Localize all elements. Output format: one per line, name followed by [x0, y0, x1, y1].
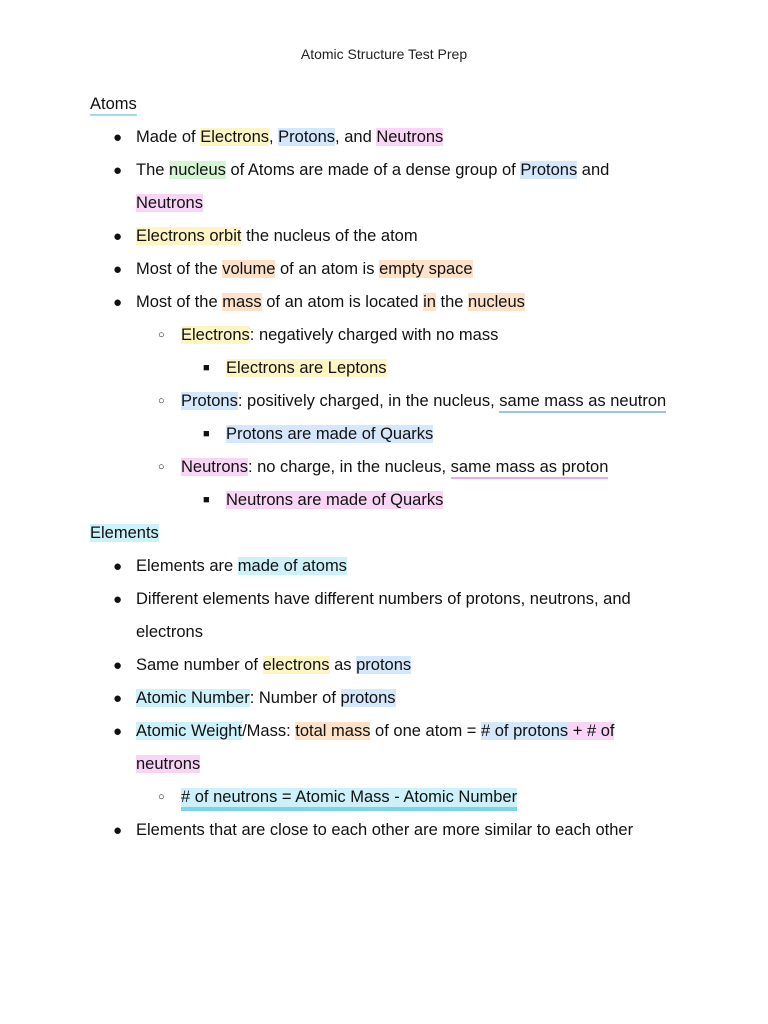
heading-elements	[90, 517, 159, 550]
list-item	[113, 154, 610, 187]
highlight-volume: volume	[222, 260, 276, 278]
bullet-square-icon: ■	[203, 428, 210, 440]
bullet-disc-icon: ●	[113, 294, 123, 311]
text: The	[136, 161, 170, 179]
list-item	[158, 781, 518, 814]
highlight-electrons: electrons	[262, 656, 330, 674]
text: Different elements have different numbers of protons, neutrons, and	[136, 590, 631, 608]
highlight-neutrons: Neutrons	[136, 194, 203, 212]
bullet-disc-icon: ●	[113, 228, 123, 245]
highlight-protons-quarks: Protons are made of Quarks	[226, 425, 434, 443]
list-item	[158, 385, 667, 418]
document-title: Atomic Structure Test Prep	[300, 46, 468, 62]
list-item-continuation	[136, 187, 203, 220]
list-item	[113, 583, 631, 616]
text: +	[568, 722, 587, 740]
list-item	[203, 352, 387, 385]
text: of an atom is	[275, 260, 380, 278]
highlight-atomic-weight: Atomic Weight	[136, 722, 243, 740]
bullet-disc-icon: ●	[113, 591, 123, 608]
highlight-electrons: Electrons	[181, 326, 250, 344]
highlight-neutrons: Neutrons	[181, 458, 248, 476]
list-item	[113, 682, 396, 715]
highlight-neutrons: Neutrons	[376, 128, 444, 146]
text: of an atom is located	[261, 293, 424, 311]
text: , and	[335, 128, 377, 146]
text: the nucleus of the atom	[241, 227, 418, 245]
list-item-continuation	[136, 748, 200, 781]
highlight-neutrons: neutrons	[136, 755, 201, 773]
text: Elements that are close to each other are more similar to each other	[136, 821, 634, 839]
text: electrons	[136, 623, 203, 641]
highlight-electrons: Electrons	[136, 227, 205, 245]
text: : positively charged, in the nucleus,	[237, 392, 500, 410]
list-item	[158, 451, 609, 484]
highlight-electrons: Electrons	[200, 128, 269, 146]
list-item	[113, 286, 525, 319]
bullet-disc-icon: ●	[113, 129, 123, 146]
list-item-continuation	[136, 616, 203, 649]
highlight-num-protons: # of protons	[481, 722, 569, 740]
text: and	[577, 161, 610, 179]
highlight-nucleus: nucleus	[169, 161, 226, 179]
highlight-protons: Protons	[520, 161, 578, 179]
text: : negatively charged with no mass	[249, 326, 499, 344]
highlight-neutron-formula: # of neutrons = Atomic Mass - Atomic Number	[181, 788, 517, 811]
heading-elements-text: Elements	[90, 524, 159, 542]
highlight-neutrons-quarks: Neutrons are made of Quarks	[226, 491, 444, 509]
bullet-disc-icon: ●	[113, 558, 123, 575]
underline-same-mass-proton: same mass as proton	[451, 458, 609, 479]
text: /Mass:	[242, 722, 296, 740]
list-item	[113, 253, 473, 286]
highlight-orbit: orbit	[209, 227, 242, 245]
list-item	[113, 814, 634, 847]
bullet-circle-icon: ○	[158, 329, 165, 341]
underline-same-mass-neutron: same mass as neutron	[499, 392, 666, 413]
highlight-protons: Protons	[278, 128, 336, 146]
text: as	[329, 656, 357, 674]
text: ,	[269, 128, 279, 146]
bullet-circle-icon: ○	[158, 395, 165, 407]
bullet-square-icon: ■	[203, 362, 210, 374]
highlight-made-of-atoms: made of atoms	[237, 557, 347, 575]
highlight-electrons-leptons: Electrons are Leptons	[226, 359, 387, 377]
bullet-circle-icon: ○	[158, 791, 165, 803]
bullet-circle-icon: ○	[158, 461, 165, 473]
text: Most of the	[136, 260, 223, 278]
text: : no charge, in the nucleus,	[247, 458, 451, 476]
bullet-square-icon: ■	[203, 494, 210, 506]
text: of Atoms are made of a dense group of	[225, 161, 521, 179]
list-item	[203, 418, 434, 451]
bullet-disc-icon: ●	[113, 822, 123, 839]
highlight-nucleus: nucleus	[468, 293, 525, 311]
list-item	[113, 220, 418, 253]
bullet-disc-icon: ●	[113, 162, 123, 179]
list-item	[158, 319, 499, 352]
list-item	[113, 649, 412, 682]
bullet-disc-icon: ●	[113, 690, 123, 707]
highlight-empty-space: empty space	[379, 260, 473, 278]
bullet-disc-icon: ●	[113, 261, 123, 278]
text: Most of the	[136, 293, 223, 311]
text: of one atom =	[370, 722, 481, 740]
highlight-protons: protons	[340, 689, 396, 707]
list-item	[113, 715, 615, 748]
highlight-in: in	[423, 293, 436, 311]
list-item	[113, 550, 347, 583]
list-item	[113, 121, 444, 154]
list-item	[203, 484, 444, 517]
highlight-mass: mass	[222, 293, 262, 311]
text: : Number of	[249, 689, 341, 707]
text: Made of	[136, 128, 201, 146]
highlight-protons: protons	[356, 656, 412, 674]
text: the	[435, 293, 469, 311]
text: Same number of	[136, 656, 263, 674]
highlight-protons: Protons	[181, 392, 238, 410]
bullet-disc-icon: ●	[113, 723, 123, 740]
heading-atoms-text: Atoms	[90, 95, 137, 116]
highlight-atomic-number: Atomic Number	[136, 689, 250, 707]
heading-atoms	[90, 88, 137, 121]
highlight-total-mass: total mass	[295, 722, 371, 740]
bullet-disc-icon: ●	[113, 657, 123, 674]
text: Elements are	[136, 557, 238, 575]
highlight-num-of: # of	[586, 722, 615, 740]
